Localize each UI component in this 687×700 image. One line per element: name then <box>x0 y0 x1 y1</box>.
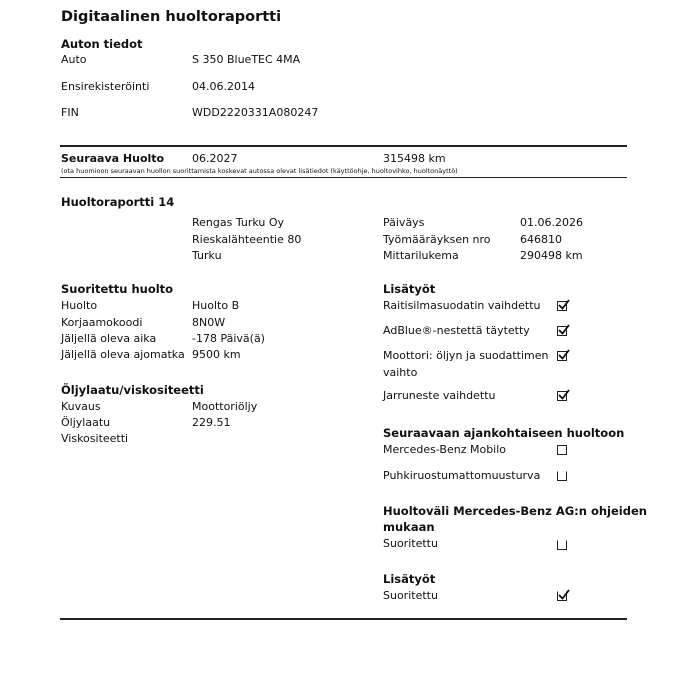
next-service-date: 06.2027 <box>192 152 238 165</box>
work-order-value: 646810 <box>520 233 562 246</box>
extra-work-item-label-line2: vaihto <box>383 366 418 379</box>
next-current-item-label: Puhkiruostumattomuusturva <box>383 469 541 482</box>
workshop-code-label: Korjaamokoodi <box>61 316 143 329</box>
checkbox-checked <box>557 591 567 601</box>
checkbox-checked <box>557 391 567 401</box>
date-value: 01.06.2026 <box>520 216 583 229</box>
interval-heading-line1: Huoltoväli Mercedes-Benz AG:n ohjeiden <box>383 504 647 518</box>
remaining-distance-label: Jäljellä oleva ajomatka <box>61 348 185 361</box>
checkbox-unchecked <box>557 445 567 455</box>
divider-next-service <box>60 177 627 178</box>
extra-work2-heading: Lisätyöt <box>383 572 436 586</box>
date-label: Päiväys <box>383 216 425 229</box>
first-registration-label: Ensirekisteröinti <box>61 80 150 93</box>
oil-quality-label: Öljylaatu <box>61 416 111 429</box>
next-current-heading: Seuraavaan ajankohtaiseen huoltoon <box>383 426 625 440</box>
odometer-label: Mittarilukema <box>383 249 459 262</box>
extra-work-heading: Lisätyöt <box>383 282 436 296</box>
workshop-street: Rieskalähteentie 80 <box>192 233 302 246</box>
car-value: S 350 BlueTEC 4MA <box>192 53 301 66</box>
interval-item-label: Suoritettu <box>383 537 438 550</box>
remaining-time-label: Jäljellä oleva aika <box>61 332 157 345</box>
divider-top <box>60 145 627 147</box>
fin-value: WDD2220331A080247 <box>192 106 319 119</box>
oil-heading: Öljylaatu/viskositeetti <box>61 383 204 397</box>
next-current-item-label: Mercedes-Benz Mobilo <box>383 443 507 456</box>
checkbox-checked <box>557 326 567 336</box>
performed-heading: Suoritettu huolto <box>61 282 174 296</box>
extra-work-item-label: AdBlue®-nestettä täytetty <box>383 324 530 337</box>
next-service-note: (ota huomioon seuraavan huollon suorittamista koskevat autossa olevat lisätiedot (käyttöohje, huoltovihko, huoltonäyttö) <box>61 167 458 175</box>
odometer-value: 290498 km <box>520 249 583 262</box>
interval-heading-line2: mukaan <box>383 520 435 534</box>
divider-bottom <box>60 618 627 620</box>
workshop-city: Turku <box>192 249 222 262</box>
service-value: Huolto B <box>192 299 240 312</box>
remaining-distance-value: 9500 km <box>192 348 241 361</box>
extra-work-item-label: Raitisilmasuodatin vaihdettu <box>383 299 541 312</box>
page-title: Digitaalinen huoltoraportti <box>61 9 282 25</box>
next-service-km: 315498 km <box>383 152 446 165</box>
extra-work-item-label: Jarruneste vaihdettu <box>383 389 496 402</box>
service-label: Huolto <box>61 299 98 312</box>
workshop-code-value: 8N0W <box>192 316 226 329</box>
workshop-name: Rengas Turku Oy <box>192 216 285 229</box>
checkbox-checked <box>557 351 567 361</box>
oil-description-label: Kuvaus <box>61 400 101 413</box>
viscosity-label: Viskositeetti <box>61 432 129 445</box>
car-details-heading: Auton tiedot <box>61 37 143 51</box>
fin-label: FIN <box>61 106 79 119</box>
extra-work-item-label-line1: Moottori: öljyn ja suodattimen <box>383 349 549 362</box>
first-registration-value: 04.06.2014 <box>192 80 255 93</box>
oil-quality-value: 229.51 <box>192 416 231 429</box>
next-service-label: Seuraava Huolto <box>61 152 165 165</box>
checkbox-unchecked <box>557 540 567 550</box>
extra-work2-item-label: Suoritettu <box>383 589 438 602</box>
checkbox-unchecked <box>557 471 567 481</box>
work-order-label: Työmääräyksen nro <box>383 233 491 246</box>
oil-description-value: Moottoriöljy <box>192 400 258 413</box>
report-heading: Huoltoraportti 14 <box>61 195 175 209</box>
car-label: Auto <box>61 53 87 66</box>
remaining-time-value: -178 Päivä(ä) <box>192 332 265 345</box>
checkbox-checked <box>557 301 567 311</box>
